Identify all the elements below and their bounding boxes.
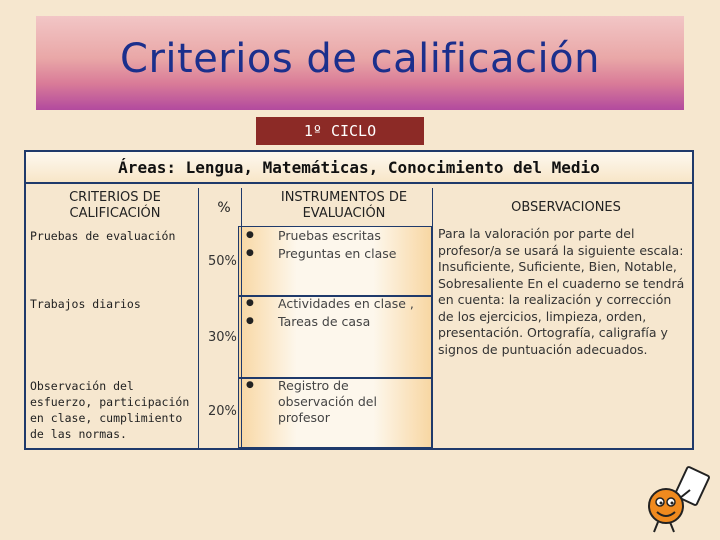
criterion-2: Trabajos diarios xyxy=(30,297,141,311)
percent-3: 20% xyxy=(208,404,237,419)
areas-header: Áreas: Lengua, Matemáticas, Conocimiento del Medio xyxy=(26,152,692,184)
instrument-2b: Tareas de casa xyxy=(278,314,371,329)
slide-title: Criterios de calificación xyxy=(120,36,600,82)
instrument-2a: Actividades en clase , xyxy=(278,296,414,311)
header-criteria: CRITERIOS DE CALIFICACIÓN xyxy=(69,190,161,221)
percent-2: 30% xyxy=(208,330,237,345)
percent-1: 50% xyxy=(208,254,237,269)
header-observations: OBSERVACIONES xyxy=(511,200,621,215)
header-instruments: INSTRUMENTOS DE EVALUACIÓN xyxy=(280,190,408,221)
cycle-badge: 1º CICLO xyxy=(256,117,424,145)
bullet-icon: ● xyxy=(246,248,254,258)
instrument-1a: Pruebas escritas xyxy=(278,228,381,243)
observations-text: Para la valoración por parte del profesor/a se usará la siguiente escala: Insuficiente, Suficiente, Bien, Notable, Sobresaliente En el cuaderno se tendrá en cuenta: la realización y corrección de los ejercicios, limpieza, orden, presentación. Ortografía, caligrafía y signos de puntuación adecuados. xyxy=(438,226,685,357)
criterion-1: Pruebas de evaluación xyxy=(30,229,176,243)
bullet-icon: ● xyxy=(246,380,254,390)
instrument-1b: Preguntas en clase xyxy=(278,246,397,261)
instrument-3a: Registro de observación del profesor xyxy=(278,378,377,425)
bullet-icon: ● xyxy=(246,316,254,326)
criteria-table xyxy=(24,150,694,450)
title-banner xyxy=(36,16,684,110)
bullet-icon: ● xyxy=(246,298,254,308)
header-percent: % xyxy=(217,200,231,216)
bullet-icon: ● xyxy=(246,230,254,240)
smiling-character-holding-card-icon xyxy=(644,466,714,536)
criterion-3: Observación del esfuerzo, participación en clase, cumplimiento de las normas. xyxy=(30,379,190,441)
